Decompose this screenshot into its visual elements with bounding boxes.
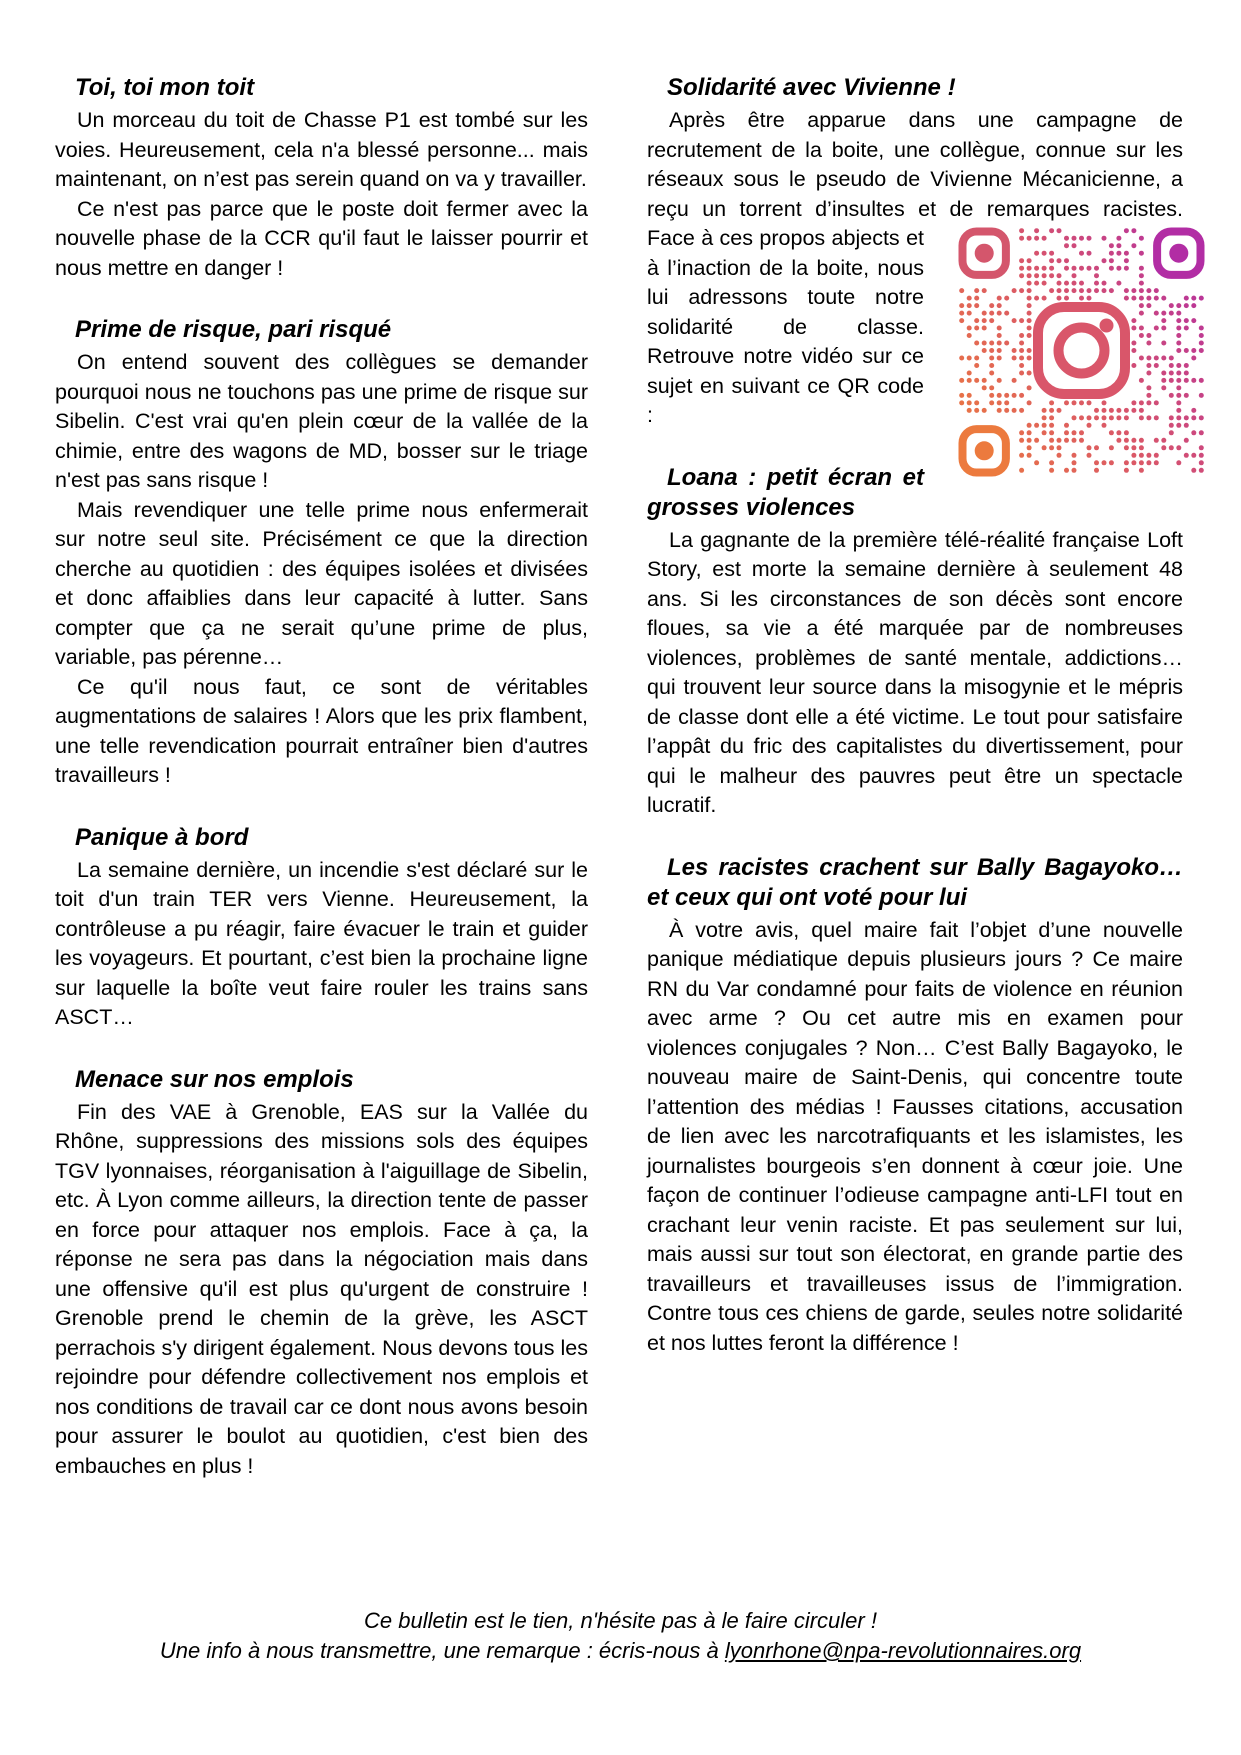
footer-line1: Ce bulletin est le tien, n'hésite pas à le faire circuler ! bbox=[364, 1608, 877, 1633]
article-solidarite-vivienne bbox=[647, 73, 1183, 431]
instagram-app-icon-top-right bbox=[1157, 232, 1200, 275]
qr-dot-matrix bbox=[958, 227, 1205, 477]
article-bally-bagayoko bbox=[647, 853, 1183, 1359]
article-prime-de-risque bbox=[55, 315, 588, 791]
paragraph-text: remarques racistes. Face à ces propos abjects et à l’inaction de la boite, nous lui adressons toute notre solidarité de classe. Retrouve notre vidéo sur ce sujet en suivant ce QR code : bbox=[647, 196, 1183, 427]
paragraph-text: Après être apparue dans une campagne de recrutement de la boite, une collègue, connue sur les réseaux sous le pseudo de Vivienne Mécanicienne, a reçu un torrent d’insultes et de bbox=[647, 108, 1183, 221]
paragraph: Ce qu'il nous faut, ce sont de véritables augmentations de salaires ! Alors que les prix flambent, une telle revendication pourrait entraîner bien d'autres travailleurs ! bbox=[55, 674, 588, 787]
article-title: Loana : petit écran et grosses violences bbox=[647, 463, 924, 521]
paragraph bbox=[647, 106, 1183, 431]
article-title: Panique à bord bbox=[75, 823, 249, 851]
footer bbox=[0, 1606, 1241, 1666]
article-loana bbox=[647, 463, 1183, 821]
paragraph: Mais revendiquer une telle prime nous enfermerait sur notre seul site. Précisément ce que la direction cherche au quotidien : des équipes isolées et divisées et donc affaiblies dans leur capacité à lutter. Sans compter que ça ne serait qu’une prime de plus, variable, pas pérenne… bbox=[55, 497, 588, 669]
article-toi-toi-mon-toit bbox=[55, 73, 588, 283]
article-title: Les racistes crachent sur Bally Bagayoko… et ceux qui ont voté pour lui bbox=[647, 853, 1183, 911]
right-column bbox=[647, 73, 1183, 1481]
article-menace-sur-nos-emplois bbox=[55, 1065, 588, 1482]
paragraph: Fin des VAE à Grenoble, EAS sur la Vallée du Rhône, suppressions des missions sols des équipes TGV lyonnaises, réorganisation à l'aiguillage de Sibelin, etc. À Lyon comme ailleurs, la direction tente de passer en force pour attaquer nos emplois. Face à ça, la réponse ne sera pas dans la négociation mais dans une offensive qu'il est plus qu'urgent de construire ! Grenoble prend le chemin de la grève, les ASCT perrachois s'y dirigent également. Nous devons tous les rejoindre pour défendre collectivement nos emplois et nos conditions de travail car ce dont nous avons besoin pour assurer le boulot au quotidien, c'est bien des embauches en plus ! bbox=[55, 1099, 588, 1478]
paragraph: À votre avis, quel maire fait l’objet d’une nouvelle panique médiatique depuis plusieurs jours ? Ce maire RN du Var condamné pour faits de violence en réunion avec arme ? Ou cet autre mis en examen pour violences conjugales ? Non… C’est Bally Bagayoko, le nouveau maire de Saint-Denis, qui concentre toute l’attention des médias ! Fausses citations, accusation de lien avec les narcotrafiquants et les islamistes, les journalistes bourgeois s’en donnent à cœur joie. Une façon de continuer l’odieuse campagne anti-LFI tout en crachant leur venin raciste. Et pas seulement sur lui, mais aussi sur tout son électorat, en grande partie des travailleurs et travailleuses issus de l’immigration. Contre tous ces chiens de garde, seules notre solidarité et nos luttes feront la différence ! bbox=[647, 917, 1183, 1355]
footer-line2 bbox=[0, 1636, 1241, 1666]
paragraph: La semaine dernière, un incendie s'est déclaré sur le toit d'un train TER vers Vienne. Heureusement, la contrôleuse a pu réagir, faire évacuer le train et guider les voyageurs. Et pourtant, c’est bien la prochaine ligne sur laquelle la boîte veut faire rouler les trains sans ASCT… bbox=[55, 857, 588, 1029]
article-panique-a-bord bbox=[55, 823, 588, 1033]
article-title: Menace sur nos emplois bbox=[75, 1065, 354, 1093]
columns bbox=[55, 73, 1183, 1481]
instagram-qr-code bbox=[936, 227, 1183, 479]
paragraph: Ce n'est pas parce que le poste doit fermer avec la nouvelle phase de la CCR qu'il faut le laisser pourrir et nous mettre en danger ! bbox=[55, 196, 588, 280]
article-title: Prime de risque, pari risqué bbox=[75, 316, 392, 343]
instagram-app-icon-top-left bbox=[963, 232, 1006, 275]
article-title: Toi, toi mon toit bbox=[75, 74, 255, 101]
footer-line2-text: Une info à nous transmettre, une remarque : écris-nous à bbox=[159, 1638, 725, 1663]
email-link[interactable]: lyonrhone@npa-revolutionnaires.org bbox=[724, 1638, 1082, 1663]
instagram-camera-icon bbox=[1038, 307, 1125, 394]
left-column bbox=[55, 73, 588, 1481]
instagram-app-icon-bottom-left bbox=[963, 429, 1006, 472]
paragraph: On entend souvent des collègues se demander pourquoi nous ne touchons pas une prime de risque sur Sibelin. C'est vrai qu'en plein cœur de la vallée de la chimie, entre des wagons de MD, bosser sur le triage n'est pas sans risque ! bbox=[55, 350, 588, 492]
article-title: Solidarité avec Vivienne ! bbox=[667, 74, 956, 101]
paragraph: Un morceau du toit de Chasse P1 est tombé sur les voies. Heureusement, cela n'a blessé personne... mais maintenant, on n’est pas serein quand on va y travailler. bbox=[55, 108, 588, 191]
paragraph: La gagnante de la première télé-réalité française Loft Story, est morte la semaine dernière à seulement 48 ans. Si les circonstances de son décès sont encore floues, sa vie a été marquée par de nombreuses violences, problèmes de santé mentale, addictions… qui trouvent leur source dans la misogynie et le mépris de classe dont elle a été victime. Le tout pour satisfaire l’appât du fric des capitalistes du divertissement, pour qui le malheur des pauvres peut être un spectacle lucratif. bbox=[647, 527, 1183, 817]
